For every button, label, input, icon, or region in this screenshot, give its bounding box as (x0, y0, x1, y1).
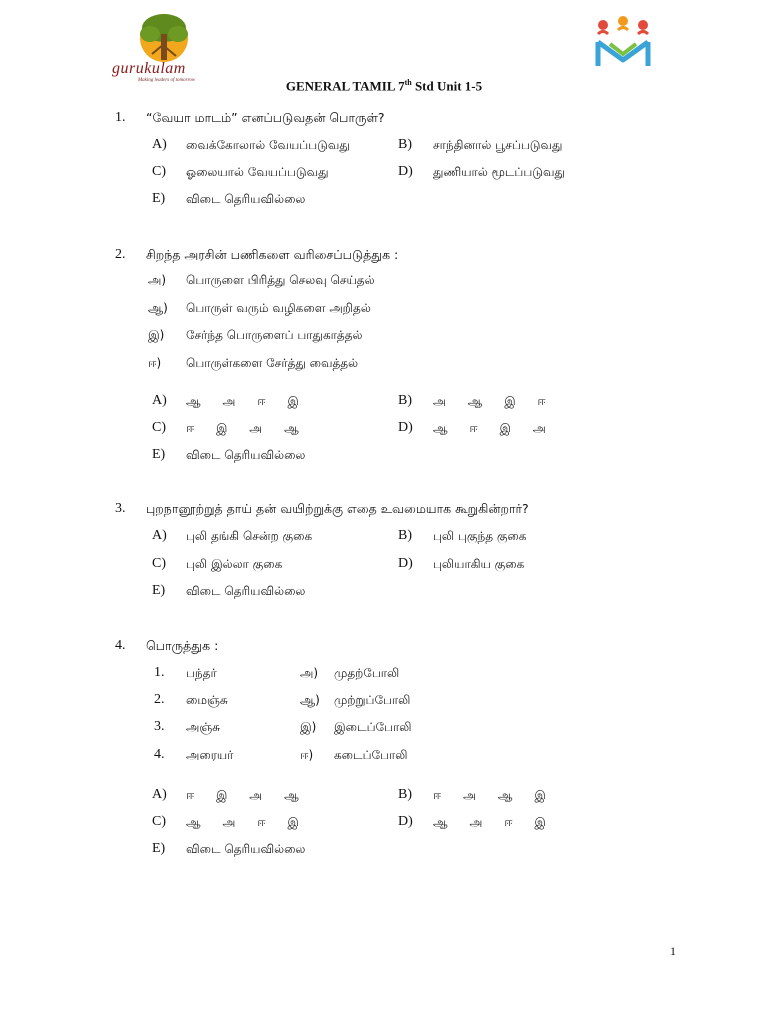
q4-option-d (433, 815, 568, 831)
q4-text: பொருத்துக : (146, 638, 219, 653)
q2-a-3: ஈ (257, 394, 266, 408)
q2-statement-1-label: அ) (148, 273, 167, 287)
q2-d-2: ஈ (469, 421, 478, 435)
q2-text: சிறந்த அரசின் பணிகளை வரிசைப்படுத்துக : (146, 247, 399, 262)
q1-option-d: துணியால் மூடப்படுவது (433, 165, 565, 179)
q2-statement-2-label: ஆ) (148, 301, 168, 315)
q3-option-b: புலி புகுந்த குகை (433, 529, 527, 543)
q4-d-1: ஆ (433, 815, 448, 829)
q2-option-b (433, 394, 568, 410)
q2-a-4: இ (287, 394, 299, 408)
q3-option-a: புலி தங்கி சென்ற குகை (186, 529, 313, 543)
title-rest: Std Unit 1-5 (411, 78, 483, 94)
q2-statement-4-label: ஈ) (148, 356, 162, 370)
q2-d-3: இ (499, 421, 511, 435)
q4-row-3-left: அஞ்சு (186, 720, 221, 734)
q2-option-a-label: A) (152, 393, 167, 408)
q4-row-1-number: 1. (154, 665, 165, 680)
q4-row-2-right: முற்றுப்போலி (334, 693, 411, 707)
q2-option-a (186, 394, 321, 410)
q1-option-c: ஓலையால் வேயப்படுவது (186, 165, 329, 179)
q2-statement-4: பொருள்களை சேர்த்து வைத்தல் (186, 356, 359, 370)
q2-b-4: ஈ (537, 394, 546, 408)
q2-c-4: ஆ (284, 421, 299, 435)
q4-b-3: ஆ (497, 788, 513, 802)
q2-option-d (433, 421, 568, 437)
tree-icon (108, 8, 220, 66)
q1-option-c-label: C) (152, 164, 166, 179)
q4-option-a (186, 788, 321, 804)
q2-option-c-label: C) (152, 420, 166, 435)
q4-option-b (433, 788, 568, 804)
q2-c-2: இ (216, 421, 228, 435)
q4-b-4: இ (534, 788, 546, 802)
q4-d-2: அ (469, 815, 483, 829)
q4-a-4: ஆ (284, 788, 299, 802)
q4-b-1: ஈ (433, 788, 442, 802)
q1-option-a: வைக்கோலால் வேயப்படுவது (186, 138, 350, 152)
q1-option-e-label: E) (152, 191, 166, 206)
q3-number: 3. (115, 501, 126, 516)
q4-option-c-label: C) (152, 814, 166, 829)
q4-c-1: ஆ (186, 815, 201, 829)
q4-c-3: ஈ (257, 815, 266, 829)
q4-row-3-right: இடைப்போலி (334, 720, 412, 734)
q4-row-4-right: கடைப்போலி (334, 748, 408, 762)
q4-row-2-right-label: ஆ) (300, 693, 320, 707)
q4-row-2-left: மைஞ்சு (186, 693, 228, 707)
q2-b-2: ஆ (467, 394, 483, 408)
q3-option-e: விடை தெரியவில்லை (186, 584, 306, 598)
q4-row-2-number: 2. (154, 692, 165, 707)
q1-text: “வேயா மாடம்” எனப்படுவதன் பொருள்? (146, 110, 385, 125)
gurukulam-logo (108, 8, 220, 88)
q2-option-b-label: B) (398, 393, 412, 408)
q1-option-a-label: A) (152, 137, 167, 152)
q3-option-b-label: B) (398, 528, 412, 543)
title-main: GENERAL TAMIL 7 (285, 78, 405, 94)
q4-b-2: அ (463, 788, 476, 802)
logo-wordmark: gurukulam (112, 60, 186, 77)
q1-number: 1. (115, 110, 126, 125)
q4-option-b-label: B) (398, 787, 412, 802)
q2-number: 2. (115, 247, 126, 262)
q3-text: புறநானூற்றுத் தாய் தன் வயிற்றுக்கு எதை உவமையாக கூறுகின்றார்? (146, 501, 529, 516)
q4-option-a-label: A) (152, 787, 167, 802)
q3-option-a-label: A) (152, 528, 167, 543)
q4-a-1: ஈ (186, 788, 195, 802)
q2-option-e: விடை தெரியவில்லை (186, 448, 306, 462)
q2-option-c (186, 421, 321, 437)
q4-row-3-right-label: இ) (300, 720, 317, 734)
q1-option-d-label: D) (398, 164, 413, 179)
q4-a-2: இ (216, 788, 228, 802)
q4-number: 4. (115, 638, 126, 653)
q3-option-d-label: D) (398, 556, 413, 571)
q4-option-e-label: E) (152, 841, 166, 856)
q3-option-e-label: E) (152, 583, 166, 598)
q2-statement-2: பொருள் வரும் வழிகளை அறிதல் (186, 301, 371, 315)
q1-option-b: சாந்தினால் பூசப்படுவது (433, 138, 563, 152)
q2-option-d-label: D) (398, 420, 413, 435)
q2-d-4: அ (532, 421, 546, 435)
page-title (0, 78, 768, 94)
q4-row-4-left: அரையர் (186, 748, 234, 762)
partner-logo (592, 14, 654, 70)
title-sup: th (404, 78, 412, 87)
q4-option-c (186, 815, 321, 831)
q2-statement-1: பொருளை பிரித்து செலவு செய்தல் (186, 273, 375, 287)
q1-option-b-label: B) (398, 137, 412, 152)
q4-option-d-label: D) (398, 814, 413, 829)
q4-a-3: அ (249, 788, 263, 802)
q4-option-e: விடை தெரியவில்லை (186, 842, 306, 856)
q2-b-1: அ (433, 394, 446, 408)
q2-statement-3: சேர்ந்த பொருளைப் பாதுகாத்தல் (186, 328, 363, 342)
q4-row-1-right-label: அ) (300, 666, 319, 680)
q2-a-2: அ (222, 394, 236, 408)
q4-row-1-right: முதற்போலி (334, 666, 400, 680)
q3-option-c-label: C) (152, 556, 166, 571)
q4-row-1-left: பந்தர் (186, 666, 217, 680)
q2-a-1: ஆ (186, 394, 201, 408)
q2-option-e-label: E) (152, 447, 166, 462)
q4-row-4-right-label: ஈ) (300, 748, 314, 762)
q2-statement-3-label: இ) (148, 328, 165, 342)
q4-c-4: இ (287, 815, 299, 829)
q3-option-c: புலி இல்லா குகை (186, 557, 283, 571)
q3-option-d: புலியாகிய குகை (433, 557, 525, 571)
people-icon (592, 14, 654, 70)
q4-row-4-number: 4. (154, 747, 165, 762)
logo-tagline: Making leaders of tomorrow (138, 78, 196, 83)
page-number: 1 (670, 944, 676, 958)
q4-c-2: அ (222, 815, 236, 829)
q2-d-1: ஆ (433, 421, 448, 435)
q2-c-3: அ (249, 421, 263, 435)
q2-b-3: இ (504, 394, 516, 408)
q1-option-e: விடை தெரியவில்லை (186, 192, 306, 206)
q4-d-4: இ (534, 815, 546, 829)
q4-d-3: ஈ (504, 815, 513, 829)
q4-row-3-number: 3. (154, 719, 165, 734)
q2-c-1: ஈ (186, 421, 195, 435)
